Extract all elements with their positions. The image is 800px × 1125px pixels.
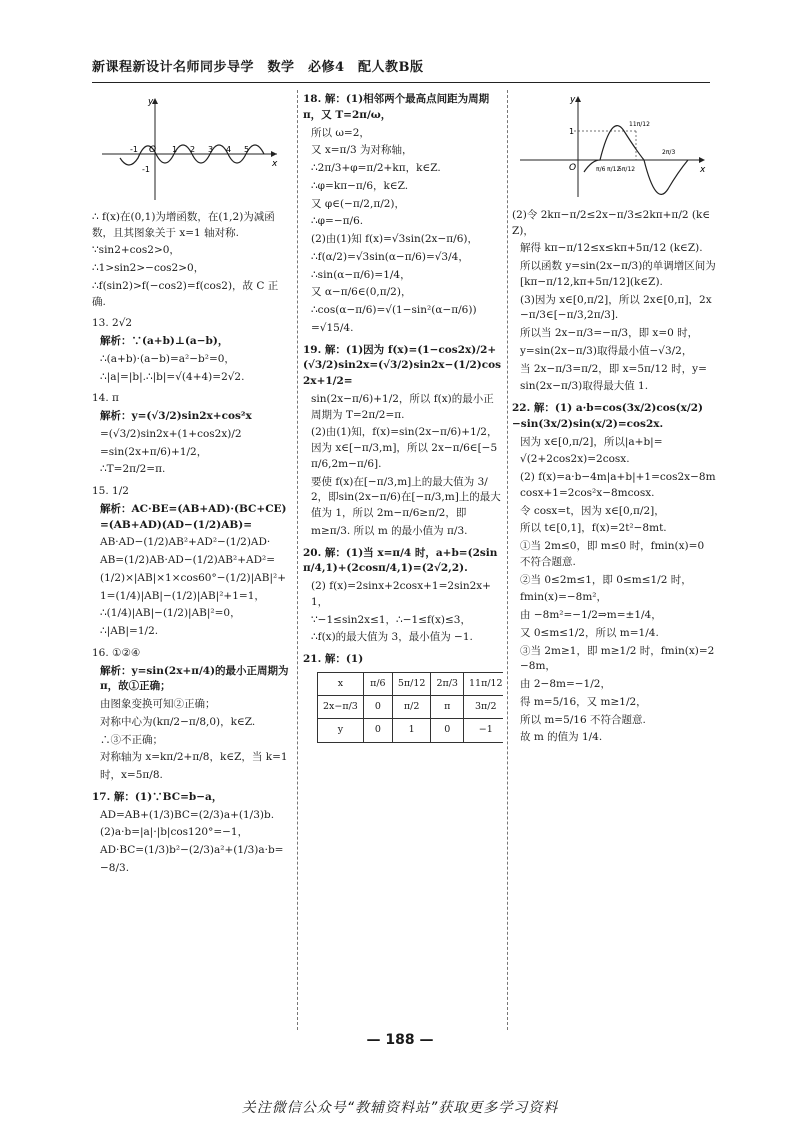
table-cell: 3π/2	[463, 696, 503, 719]
answer-heading: 19. 解：(1)因为 f(x)=(1−cos2x)/2+(√3/2)sin2x=(√3/2)sin2x−(1/2)cos2x+1/2=	[303, 343, 502, 387]
graph2-tick: 11π/12	[629, 121, 650, 128]
text-line: 所以 m=5/16 不符合题意.	[520, 713, 646, 726]
text-line: ∴③不正确；	[100, 733, 163, 746]
text-line: ∵−1≤sin2x≤1，∴−1≤f(x)≤3，	[311, 613, 471, 626]
answer-number: 13. 2√2	[92, 317, 133, 330]
text-line: 由 −8m²=−1/2⇒m=±1/4，	[520, 609, 662, 621]
text-line: 由图象变换可知②正确；	[100, 698, 216, 710]
text-line: 要使 f(x)在[−π/3,m]上的最大值为 3/2，即sin(2x−π/6)在[−π/3,m]上的最大值为 1，所以 2m−π/6≥π/2，即	[311, 475, 501, 519]
graph1-x-label: x	[272, 159, 278, 169]
text-line: 令 cosx=t，因为 x∈[0,π/2]，	[520, 504, 665, 517]
text-line: 当 2x−π/3=π/2，即 x=5π/12 时，y=	[520, 362, 707, 375]
text-line: 又 φ∈(−π/2,π/2)，	[311, 197, 406, 210]
answer-heading: 20. 解：(1)当 x=π/4 时，a+b=(2sinπ/4,1)+(2cosπ/4,1)=(2√2,2).	[303, 546, 498, 575]
graph1-origin: O	[149, 145, 157, 155]
text-line: ∴φ=kπ−π/6，k∈Z.	[311, 179, 409, 192]
text-line: AD=AB+(1/3)BC=(2/3)a+(1/3)b.	[100, 808, 275, 821]
graph2-tick: 2π/3	[662, 149, 676, 156]
text-line: 对称中心为(kπ/2−π/8,0)，k∈Z.	[100, 715, 256, 728]
graph2-tick: π/12	[607, 166, 621, 173]
table-cell: 0	[363, 719, 392, 742]
text-line: ∴2π/3+φ=π/2+kπ，k∈Z.	[311, 162, 441, 174]
text-line: 对称轴为 x=kπ/2+π/8，k∈Z，当 k=1	[100, 751, 288, 764]
graph1-tick: 3	[208, 145, 214, 154]
text-line: 解析：AC·BE=(AB+AD)·(BC+CE)=(AB+AD)(AD−(1/2)AB)=	[100, 502, 287, 531]
text-line: y=sin(2x−π/3)取得最小值−√3/2，	[520, 344, 693, 357]
table-cell: 11π/12	[463, 672, 503, 695]
text-line: ∴f(x)的最大值为 3，最小值为 −1.	[311, 631, 473, 644]
table-cell: 2x−π/3	[318, 696, 364, 719]
table-cell: x	[318, 672, 364, 695]
answer-number: 14. π	[92, 392, 119, 405]
text-line: 得 m=5/16，又 m≥1/2，	[520, 695, 647, 708]
text-line: 又 0≤m≤1/2，所以 m=1/4.	[520, 626, 659, 639]
text-line: ∴φ=−π/6.	[311, 215, 364, 228]
graph2-x-label: x	[700, 165, 706, 175]
text-line: 1=(1/4)|AB|−(1/2)|AB|²+1=1，	[100, 589, 265, 602]
column-divider-right	[507, 90, 508, 1030]
text-line: ∴f(α/2)=√3sin(α−π/6)=√3/4，	[311, 250, 469, 263]
text-line: ∴|a|=|b|.∴|b|=√(4+4)=2√2.	[100, 370, 245, 383]
text-line: ∴cos(α−π/6)=√(1−sin²(α−π/6))	[311, 304, 477, 316]
footer-note: 关注微信公众号“教辅资料站”获取更多学习资料	[241, 1100, 559, 1116]
graph2-y-label: y	[570, 95, 576, 105]
text-line: (2)由(1)知 f(x)=√3sin(2x−π/6)，	[311, 233, 478, 245]
text-line: AB=(1/2)AB·AD−(1/2)AB²+AD²=	[100, 554, 276, 566]
table-cell: π/6	[363, 672, 392, 695]
answer-number: 15. 1/2	[92, 485, 129, 497]
graph1-tick: 4	[226, 145, 232, 154]
text-line: =√15/4.	[311, 321, 354, 334]
text-line: 解得 kπ−π/12≤x≤kπ+5π/12 (k∈Z).	[520, 242, 703, 255]
table-cell: 0	[431, 719, 464, 742]
table-row	[318, 672, 504, 695]
text-line: ∴(1/4)|AB|−(1/2)|AB|²=0，	[100, 607, 241, 620]
table-cell: π	[431, 696, 464, 719]
graph2-origin: O	[569, 163, 577, 173]
answer-heading: 17. 解：(1)∵BC=b−a，	[92, 790, 223, 803]
text-line: ∴T=2π/2=π.	[100, 463, 166, 476]
table-cell: 1	[392, 719, 431, 742]
sine-graph-2	[512, 92, 717, 202]
answer-heading: 18. 解：(1)相邻两个最高点间距为周期 π，又 T=2π/ω，	[303, 93, 490, 121]
text-line: (2)由(1)知，f(x)=sin(2x−π/6)+1/2，因为 x∈[−π/3,m]，所以 2x−π/6∈[−5π/6,2m−π/6].	[311, 426, 498, 470]
text-line: 所以 t∈[0,1]，f(x)=2t²−8mt.	[520, 522, 667, 535]
graph2-tick: π/6	[596, 166, 606, 173]
graph1-y-tick: -1	[142, 165, 150, 174]
text-line: 所以函数 y=sin(2x−π/3)的单调增区间为[kπ−π/12,kπ+5π/12](k∈Z).	[520, 260, 716, 288]
value-table	[317, 672, 503, 743]
table-cell: π/2	[392, 696, 431, 719]
table-cell: 5π/12	[392, 672, 431, 695]
text-line: (2) f(x)=2sinx+2cosx+1=2sin2x+1，	[311, 580, 491, 608]
text-line: ∴|AB|=1/2.	[100, 625, 159, 637]
column-3	[512, 92, 717, 1027]
text-line: ②当 0≤2m≤1，即 0≤m≤1/2 时，	[520, 573, 692, 586]
text-line: 所以当 2x−π/3=−π/3，即 x=0 时，	[520, 327, 699, 339]
text-line: 所以 ω=2，	[311, 126, 370, 139]
text-line: ①当 2m≤0，即 m≤0 时，fmin(x)=0 不符合题意.	[520, 540, 705, 568]
text-line: m≥π/3. 所以 m 的最小值为 π/3.	[311, 524, 468, 537]
graph2-tick: 5π/12	[618, 166, 636, 173]
text-line: 由 2−8m=−1/2，	[520, 678, 611, 690]
table-cell: 0	[363, 696, 392, 719]
table-cell: −1	[463, 719, 503, 742]
page-number: — 188 —	[366, 1032, 434, 1048]
text-line: ∴ f(x)在(0,1)为增函数，在(1,2)为减函数，且其图象关于 x=1 轴对称.	[92, 210, 275, 239]
text-line: √(2+2cos2x)=2cosx.	[520, 453, 630, 466]
answer-heading: 21. 解：(1)	[303, 653, 364, 665]
text-line: (3)因为 x∈[0,π/2]，所以 2x∈[0,π]，2x−π/3∈[−π/3,2π/3].	[520, 293, 712, 322]
text-line: sin(2x−π/6)+1/2，所以 f(x)的最小正周期为 T=2π/2=π.	[311, 392, 494, 421]
graph1-tick: 1	[172, 145, 178, 154]
table-cell: 2π/3	[431, 672, 464, 695]
column-2	[303, 92, 503, 1027]
table-row	[318, 719, 504, 742]
text-line: ∴f(sin2)>f(−cos2)=f(cos2)，故 C 正确.	[92, 279, 279, 308]
text-line: ∵sin2+cos2>0，	[92, 244, 180, 257]
text-line: AB·AD−(1/2)AB²+AD²−(1/2)AD·	[100, 536, 271, 549]
graph2-y-tick: 1	[569, 127, 575, 136]
answer-number: 16. ①②④	[92, 646, 141, 659]
text-line: fmin(x)=−8m²，	[520, 591, 608, 604]
graph1-y-label: y	[148, 97, 154, 107]
text-line: 解析：y=(√3/2)sin2x+cos²x	[100, 410, 252, 422]
column-1	[92, 92, 292, 1027]
text-line: ③当 2m≥1，即 m≥1/2 时，fmin(x)=2−8m，	[520, 644, 715, 673]
text-line: =(√3/2)sin2x+(1+cos2x)/2	[100, 427, 242, 440]
text-line: sin(2x−π/3)取得最大值 1.	[520, 380, 649, 393]
text-line: 故 m 的值为 1/4.	[520, 731, 603, 744]
text-line: 又 α−π/6∈(0,π/2)，	[311, 286, 412, 299]
text-line: (2) f(x)=a·b−4m|a+b|+1=cos2x−8mcosx+1=2cos²x−8mcosx.	[520, 471, 716, 499]
text-line: ∴(a+b)·(a−b)=a²−b²=0，	[100, 352, 235, 365]
text-line: ∴1>sin2>−cos2>0，	[92, 262, 205, 274]
text-line: =sin(2x+π/6)+1/2，	[100, 445, 208, 458]
text-line: (2)令 2kπ−π/2≤2x−π/3≤2kπ+π/2 (k∈Z)，	[512, 208, 711, 237]
text-line: 因为 x∈[0,π/2]，所以|a+b|=	[520, 435, 663, 448]
graph1-tick: 5	[244, 145, 250, 154]
table-row	[318, 696, 504, 719]
text-line: 又 x=π/3 为对称轴，	[311, 144, 413, 157]
text-line: 时，x=5π/8.	[100, 769, 163, 781]
answer-heading: 22. 解：(1) a·b=cos(3x/2)cos(x/2)−sin(3x/2)sin(x/2)=cos2x.	[512, 402, 704, 430]
graph1-tick: -1	[130, 145, 138, 154]
running-header: 新课程新设计名师同步导学 数学 必修4 配人教B版	[92, 58, 710, 83]
sine-graph-1	[92, 92, 292, 204]
text-line: −8/3.	[100, 861, 130, 874]
text-line: 解析：y=sin(2x+π/4)的最小正周期为 π，故①正确；	[100, 664, 289, 693]
text-line: (1/2)×|AB|×1×cos60°−(1/2)|AB|²+	[100, 571, 287, 584]
graph1-tick: 2	[190, 145, 196, 154]
column-divider-left	[297, 90, 298, 1030]
text-line: 解析：∵(a+b)⊥(a−b)，	[100, 335, 229, 347]
table-cell: y	[318, 719, 364, 742]
text-line: (2)a·b=|a|·|b|cos120°=−1，	[100, 826, 249, 839]
text-line: AD·BC=(1/3)b²−(2/3)a²+(1/3)a·b=	[100, 844, 284, 856]
text-line: ∴sin(α−π/6)=1/4，	[311, 268, 411, 281]
